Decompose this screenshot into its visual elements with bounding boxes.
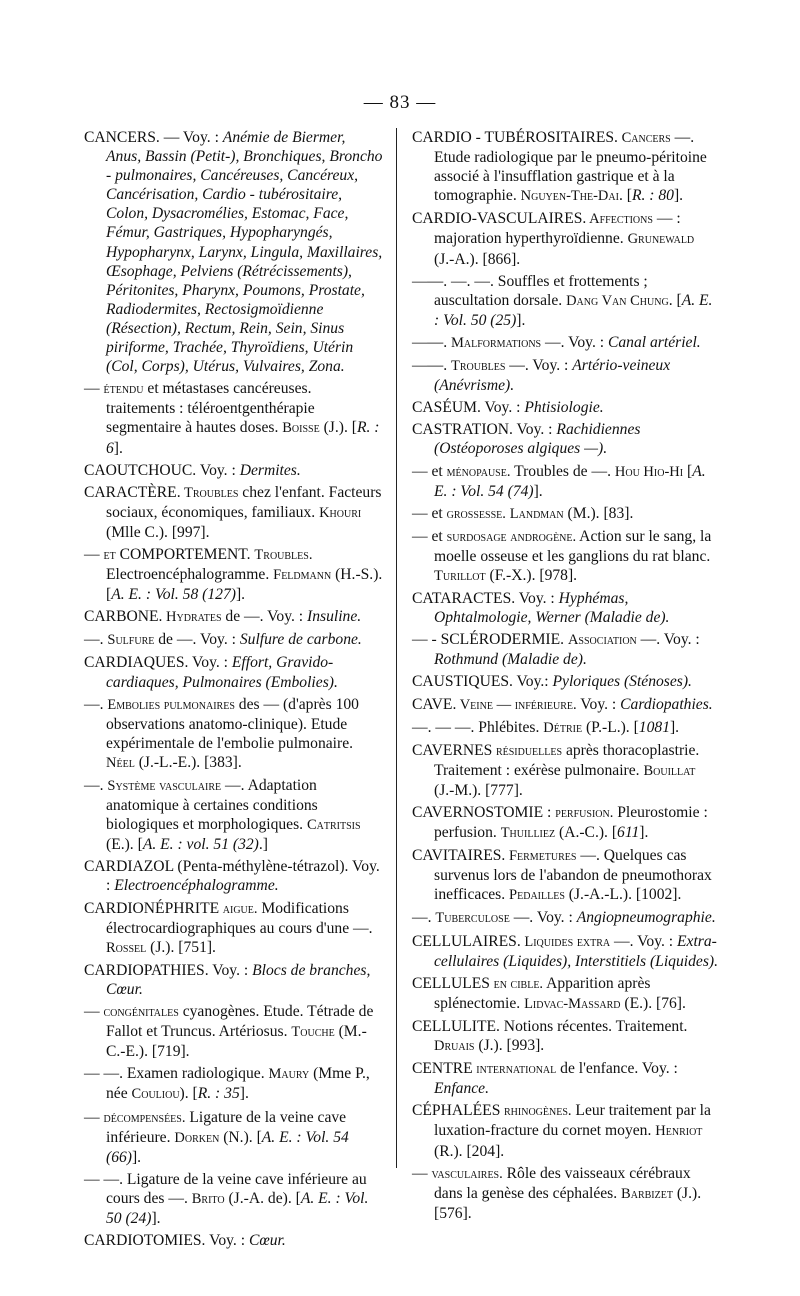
entry-text: (J.-L.-E.). [383]. — [134, 753, 242, 771]
entry-text: de —. Voy. : — [154, 631, 240, 649]
entry-text: ]. — [151, 1209, 161, 1227]
entry-text: Liquides extra — [520, 933, 611, 950]
entry-text: Modifications électrocardiographiques au cours d'une —. — [106, 899, 373, 937]
right-column — [412, 128, 718, 1226]
entry-reference: A. E. : Vol. 54 (74) — [434, 462, 706, 500]
entry-text: Pleurostomie : perfusion. — [434, 804, 708, 842]
entry-text: et — [103, 546, 116, 563]
entry-heading: —. — [84, 631, 108, 649]
entry-text: Détrie — [543, 719, 583, 736]
index-entry — [412, 333, 718, 353]
entry-text: Druais — [434, 1038, 475, 1055]
entry-text: Ligature de la veine cave inférieure. — [106, 1108, 347, 1146]
entry-text: Voy. : — [515, 590, 559, 608]
entry-text: et — [431, 462, 447, 480]
entry-reference: A. E. : Vol. 54 (66) — [106, 1128, 349, 1166]
index-entry — [412, 672, 718, 691]
entry-heading: — — [412, 527, 432, 545]
entry-text: Cancers — [617, 130, 671, 146]
entry-text: (E.). [ — [106, 836, 143, 854]
column-divider — [396, 128, 397, 1168]
entry-heading: —. — [412, 909, 436, 927]
entry-reference: A. E. : Vol. 50 (25) — [434, 291, 713, 329]
entry-text: ménopause. — [446, 463, 511, 480]
entry-heading: CASTRATION. — [412, 421, 513, 439]
entry-text: Néel — [106, 754, 135, 771]
entry-text: (A.-C.). [ — [555, 824, 618, 842]
index-entry — [412, 128, 718, 206]
entry-reference: Anémie de Biermer, Anus, Bassin (Petit-), Bronchiques, Broncho - pulmonaires, Cancéreuses, Cancéreux, Cancérisation, Cardio - tubérositaire, Colon, Dysacromélies, Estomac, Face, Fémur, Gastriques, Hypopharyngés, Hypopharynx, Larynx, Lingula, Maxillaires, Œsophage, Pelviens (Rétrécissements), Péritonites, Pharynx, Poumons, Prostate, Radiodermites, Rectosigmoïdienne (Résection), Rectum, Rein, Sein, Sinus piriforme, Trachée, Thyroïdiens, Utérin (Col, Corps), Utérus, Vulvaires, Zona. — [106, 129, 383, 376]
entry-text: (J.). [993]. — [474, 1037, 545, 1055]
entry-text: rhinogènes. — [500, 1103, 572, 1120]
entry-heading: CARBONE. — [84, 608, 163, 626]
entry-text: Voy. : — [208, 961, 253, 979]
entry-text: ]. — [239, 1085, 249, 1103]
entry-text: —. Voy. : — [505, 357, 573, 375]
entry-text: Système vasculaire — [107, 778, 222, 794]
index-entry — [84, 483, 384, 542]
entry-text: Bouillat — [643, 762, 696, 779]
entry-text: Sulfure — [107, 632, 155, 649]
entry-text: Barbizet — [621, 1185, 673, 1202]
entry-text: (M.-C.-E.). [719]. — [106, 1023, 367, 1061]
entry-reference: R. : 6 — [106, 419, 380, 457]
entry-heading: — — [412, 462, 432, 480]
entry-reference: Artério-veineux (Anévrisme). — [434, 357, 671, 395]
entry-text: —. Adaptation anatomique à certaines conditions biologiques et morphologiques. — [106, 777, 318, 834]
entry-heading: CARDIAQUES. — [84, 654, 189, 672]
entry-text: surdosage androgène. — [446, 528, 577, 545]
entry-text: COMPORTEMENT. — [115, 545, 255, 563]
entry-text: Rossel — [106, 939, 147, 956]
entry-text: Malformations — [450, 334, 542, 351]
entry-heading: — —. — [84, 1065, 127, 1083]
entry-reference: Pyloriques (Sténoses). — [552, 673, 692, 691]
entry-text: Maury — [268, 1066, 310, 1083]
entry-text: Touche — [291, 1024, 335, 1041]
entry-text: et — [431, 504, 447, 522]
entry-text: Troubles. — [254, 546, 313, 563]
entry-text: Henriot — [655, 1123, 703, 1140]
entry-heading: CAVERNES — [412, 741, 493, 759]
entry-text: .] — [258, 836, 268, 854]
entry-reference: Phtisiologie. — [524, 399, 604, 417]
entry-text: Troubles de —. — [510, 462, 615, 480]
entry-text: Apparition après splénectomie. — [434, 974, 651, 1012]
entry-text: Action sur le sang, la moelle osseuse et les ganglions du rat blanc. — [434, 527, 712, 565]
entry-text: (Mme P., née — [106, 1065, 370, 1103]
index-entry — [412, 420, 718, 458]
entry-text: —. Etude radiologique par le pneumo-péritoine associé à l'insufflation gastrique et à la tomographie. — [434, 129, 707, 205]
entry-text: Troubles — [180, 484, 239, 501]
entry-heading: CASÉUM. — [412, 399, 481, 417]
index-entry — [412, 803, 718, 843]
entry-heading: CARDIOPATHIES. — [84, 961, 209, 979]
index-entry — [84, 607, 384, 627]
index-entry — [412, 356, 718, 395]
index-entry — [412, 741, 718, 800]
entry-text: (J.). [751]. — [146, 938, 216, 956]
index-entry — [412, 1101, 718, 1160]
index-entry — [412, 630, 718, 669]
entry-reference: A. E. : vol. 51 (32) — [142, 836, 259, 854]
entry-heading: CARACTÈRE. — [84, 483, 181, 501]
entry-text: —. Voy. : — [509, 909, 577, 927]
entry-reference: Cœur. — [248, 1232, 286, 1250]
entry-heading: CARDIOTOMIES. — [84, 1232, 206, 1250]
entry-text: Brito — [191, 1190, 225, 1207]
entry-text: (M.). [83]. — [563, 504, 634, 522]
entry-text: Boisse — [282, 420, 320, 437]
index-entry — [412, 908, 718, 928]
entry-text: et métastases cancéreuses. traitements : téléroentgenthérapie segmentaire à hautes doses. — [106, 380, 315, 437]
entry-text: (J.). [576]. — [434, 1184, 702, 1222]
index-entry — [84, 379, 384, 457]
entry-heading: — — [84, 1003, 104, 1021]
entry-text: étendu — [103, 381, 144, 398]
entry-heading: CELLULES — [412, 974, 490, 992]
entry-text: grossesse. — [446, 505, 506, 522]
entry-heading: CÉPHALÉES — [412, 1102, 501, 1120]
entry-text: (Penta-méthylène-tétrazol). Voy. : — [106, 858, 380, 895]
entry-text: vasculaires. — [431, 1165, 503, 1182]
entry-heading: CARDIO-VASCULAIRES. — [412, 210, 587, 228]
entry-heading: ——. —. —. — [412, 272, 498, 290]
entry-text: Grunewald — [627, 231, 695, 248]
entry-text: et — [431, 527, 447, 545]
entry-text: Thuilliez — [500, 825, 556, 842]
entry-text: de —. Voy. : — [221, 608, 308, 626]
entry-text: (J.-A.). [866]. — [434, 250, 521, 268]
entry-text: (J.-M.). [777]. — [434, 781, 523, 799]
index-entry — [84, 1002, 384, 1061]
entry-text: —. Quelques cas survenus lors de l'abandon de pneumothorax inefficaces. — [434, 847, 712, 904]
entry-reference: Extra-cellulaires (Liquides), Interstitiels (Liquides). — [434, 932, 718, 970]
entry-reference: 1081 — [638, 718, 670, 736]
index-entry — [412, 1059, 718, 1098]
entry-text: (N.). [ — [219, 1128, 262, 1146]
entry-reference: Rachidiennes (Ostéoporoses algiques —). — [434, 421, 641, 458]
index-entry — [84, 857, 384, 895]
entry-reference: Rothmund (Maladie de). — [434, 651, 587, 669]
entry-text: (E.). [76]. — [620, 994, 686, 1012]
entry-heading: CARDIAZOL — [84, 858, 174, 876]
index-entry — [412, 1017, 718, 1056]
entry-heading: — —. — [84, 1170, 127, 1188]
entry-text: après thoracoplastrie. Traitement : exérèse pulmonaire. — [434, 741, 700, 779]
entry-heading: CARDIONÉPHRITE — [84, 899, 220, 917]
index-entry — [412, 932, 718, 971]
entry-text: (J.-A. de). [ — [224, 1189, 301, 1207]
entry-text: Affections — [586, 211, 653, 228]
entry-text: chez l'enfant. Facteurs sociaux, économiques, familiaux. — [106, 483, 382, 521]
entry-text: Notions récentes. Traitement. — [499, 1017, 688, 1035]
entry-text: —. Voy. : — [610, 932, 678, 950]
entry-text: ]. — [516, 311, 526, 329]
entry-text: (P.-L.). [ — [582, 718, 639, 736]
entry-text: Hydrates — [162, 609, 222, 626]
entry-text: Lidvac-Massard — [524, 995, 621, 1012]
entry-heading: CARDIO - TUBÉROSITAIRES. — [412, 129, 618, 146]
entry-heading: CANCERS. — [84, 129, 160, 146]
entry-text: de l'enfance. Voy. : — [556, 1060, 678, 1078]
entry-text: Feldmann — [273, 567, 332, 584]
entry-reference: Electroencéphalogramme. — [114, 877, 279, 895]
entry-text: — : majoration hyperthyroïdienne. — [434, 210, 681, 248]
entry-text: (H.-S.). [ — [106, 566, 383, 604]
entry-text: ]. — [673, 187, 684, 205]
entry-heading: —. — [84, 777, 108, 794]
entry-text: : — [543, 804, 556, 821]
index-entry — [84, 899, 384, 958]
entry-text: Pedailles — [509, 887, 565, 904]
entry-heading: ——. — [412, 357, 451, 375]
entry-heading: —. — —. — [412, 718, 479, 736]
entry-text: Voy. : — [576, 695, 621, 713]
entry-reference: 611 — [617, 824, 640, 842]
entry-text: Troubles — [450, 358, 506, 375]
entry-text: des — (d'après 100 observations anatomo-clinique). Etude expérimentale de l'embolie pulmonaire. — [106, 695, 359, 752]
index-entry — [412, 974, 718, 1014]
entry-text: Voy. : — [205, 1232, 249, 1250]
entry-text: Phlébites. — [478, 718, 544, 736]
index-entry — [84, 128, 384, 376]
entry-text: aigue. — [219, 900, 258, 917]
index-entry — [412, 589, 718, 627]
index-entry — [412, 462, 718, 501]
entry-text: [ — [683, 462, 693, 480]
index-entry — [84, 1231, 384, 1250]
entry-text: . [ — [618, 187, 632, 205]
entry-text: (Mlle C.). [997]. — [106, 523, 210, 541]
entry-text: Dang Van Chung — [566, 292, 669, 309]
entry-text: ]. — [669, 718, 680, 736]
entry-text: ]. — [533, 482, 543, 500]
entry-reference: R. : 35 — [197, 1085, 240, 1103]
entry-text: (J.-A.-L.). [1002]. — [564, 886, 682, 904]
index-entry — [84, 961, 384, 999]
entry-text: cyanogènes. Etude. Tétrade de Fallot et Truncus. Artériosus. — [106, 1003, 374, 1041]
entry-reference: Sulfure de carbone. — [239, 631, 362, 649]
entry-text: Souffles et frottements ; auscultation dorsale. — [434, 272, 648, 309]
entry-text: décompensées. — [103, 1109, 186, 1126]
index-entry — [412, 504, 718, 524]
entry-text: ]. — [639, 824, 649, 842]
entry-text: Nguyen-The-Dai — [520, 188, 619, 205]
entry-heading: CELLULITE. — [412, 1017, 500, 1035]
entry-text: (F.-X.). [978]. — [485, 566, 578, 584]
entry-reference: Cardiopathies. — [620, 695, 713, 713]
entry-text: Voy. : — [480, 399, 525, 417]
entry-text: Tuberculose — [435, 910, 510, 927]
entry-text: Embolies pulmonaires — [107, 696, 235, 713]
entry-reference: Effort, Gravido-cardiaques, Pulmonaires (Embolies). — [106, 654, 338, 691]
index-entry — [84, 545, 384, 604]
entry-heading: CAVITAIRES. — [412, 847, 506, 865]
page-number: — 83 — — [363, 92, 437, 113]
entry-text: Caтritsis — [306, 817, 361, 834]
index-entry — [84, 776, 384, 854]
entry-text: — Voy. : — [159, 129, 223, 146]
entry-text: résiduelles — [492, 742, 563, 759]
entry-reference: A. E. : Vol. 50 (24) — [106, 1189, 369, 1227]
entry-text: Ligature de la veine cave inférieure au cours des —. — [106, 1170, 367, 1207]
index-entry — [84, 1170, 384, 1228]
entry-reference: Insuline. — [307, 608, 362, 626]
entry-text: en cible. — [489, 975, 544, 992]
entry-text: ). [ — [179, 1085, 198, 1103]
entry-text: Dorken — [174, 1129, 220, 1146]
entry-text: Voy. : — [188, 654, 232, 672]
entry-text: Voy. : — [196, 461, 240, 479]
index-entry — [412, 527, 718, 586]
entry-heading: — — [412, 504, 432, 522]
entry-reference: Canal artériel. — [607, 333, 701, 351]
entry-text: Couliou — [131, 1086, 180, 1103]
index-entry — [412, 209, 718, 268]
entry-heading: CATARACTES. — [412, 590, 516, 608]
entry-reference: Dermites. — [239, 461, 301, 479]
index-entry — [84, 630, 384, 650]
left-column — [84, 128, 384, 1253]
entry-text: . [ — [668, 291, 682, 309]
entry-heading: —. — [84, 695, 108, 713]
entry-heading: CAVERNOSTOMIE — [412, 804, 544, 821]
entry-reference: R. : 80 — [631, 187, 674, 205]
entry-reference: A. E. : Vol. 58 (127) — [111, 586, 236, 604]
entry-heading: CAVE. — [412, 695, 457, 713]
entry-heading: — — [84, 1108, 104, 1126]
entry-heading: — — [84, 380, 104, 398]
entry-text: (J.). [ — [319, 419, 357, 437]
entry-text: Voy. : — [512, 421, 557, 439]
entry-text: Veine — inférieure. — [456, 696, 577, 713]
entry-heading: ——. — [412, 333, 451, 351]
entry-heading: CELLULAIRES. — [412, 932, 521, 950]
index-entry — [84, 1064, 384, 1104]
index-entry — [84, 461, 384, 480]
entry-text: ]. — [131, 1148, 142, 1166]
entry-text: Electroencéphalogramme. — [106, 566, 274, 584]
entry-heading: — — [84, 545, 104, 563]
entry-text: Fermetures — [505, 848, 577, 865]
index-entry — [84, 1108, 384, 1167]
entry-text: Leur traitement par la luxation-fracture du cornet moyen. — [434, 1102, 711, 1140]
entry-reference: Enfance. — [434, 1080, 489, 1098]
entry-text: Turillot — [434, 567, 486, 584]
entry-text: Hou Hio-Hi — [614, 463, 684, 480]
entry-text: —. Voy. : — [541, 333, 608, 351]
entry-text: - SCLÉRODERMIE. — [431, 631, 568, 649]
index-entry — [84, 653, 384, 691]
entry-text: (R.). [204]. — [434, 1142, 505, 1160]
entry-text: ]. — [113, 439, 123, 457]
entry-text: congénitales — [103, 1004, 179, 1021]
entry-heading: CAUSTIQUES. — [412, 673, 513, 691]
entry-text: Association — [567, 632, 637, 649]
entry-text: Examen radiologique. — [126, 1065, 269, 1083]
entry-text: —. Voy. : — [636, 631, 700, 649]
entry-reference: Hyphémas, Ophtalmologie, Werner (Maladie de). — [434, 590, 670, 627]
index-entry — [412, 846, 718, 905]
entry-heading: — — [412, 1164, 432, 1182]
entry-text: international — [472, 1061, 557, 1078]
entry-text: Khouri — [319, 504, 362, 521]
index-entry — [412, 718, 718, 738]
index-entry — [84, 695, 384, 773]
entry-text: Voy.: — [512, 673, 553, 691]
entry-text: Rôle des vaisseaux cérébraux dans la genèse des céphalées. — [434, 1164, 691, 1202]
entry-heading: — — [412, 631, 432, 649]
entry-heading: CENTRE — [412, 1060, 473, 1078]
index-entry — [412, 398, 718, 417]
index-entry — [412, 272, 718, 330]
entry-text: ]. — [235, 586, 246, 604]
entry-text: Landman — [509, 505, 564, 522]
index-entry — [412, 695, 718, 715]
index-entry — [412, 1164, 718, 1223]
entry-heading: CAOUTCHOUC. — [84, 461, 197, 479]
entry-text: perfusion. — [555, 805, 614, 821]
entry-reference: Blocs de branches, Cœur. — [106, 961, 371, 998]
entry-reference: Angiopneumographie. — [576, 909, 716, 927]
